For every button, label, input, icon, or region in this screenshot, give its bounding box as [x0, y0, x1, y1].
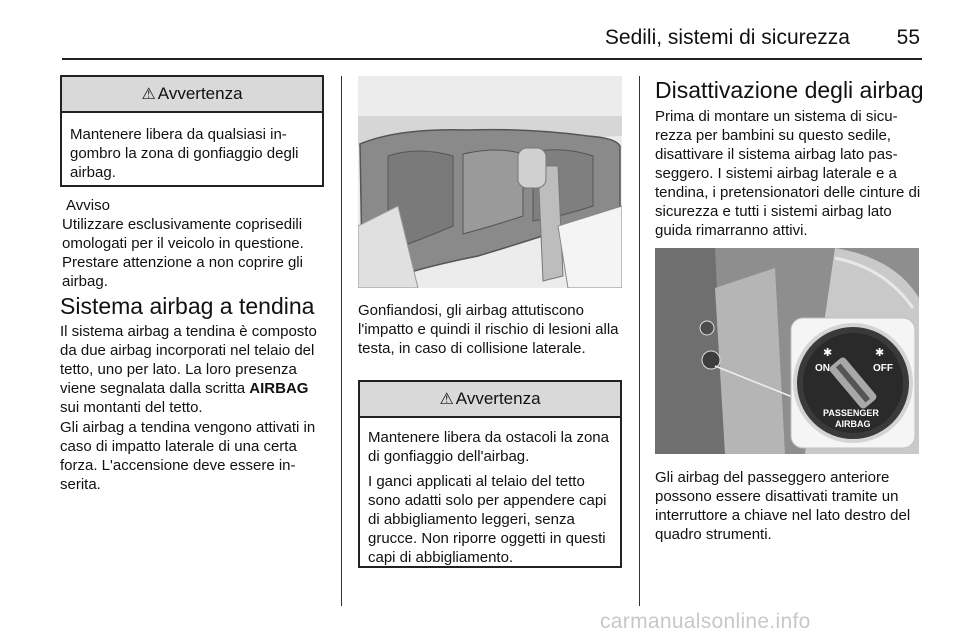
switch-on-label: ON	[815, 363, 830, 374]
warning-header-2	[360, 382, 620, 418]
switch-label-airbag: AIRBAG	[835, 419, 871, 429]
warning-box-1	[60, 75, 324, 187]
warning-box-2	[358, 380, 622, 568]
note-block	[62, 196, 326, 291]
note-text: Utilizzare esclusivamente coprisedili omologati per il veicolo in questione. Prestare attenzione a non coprire gli airbag.	[62, 216, 304, 290]
switch-caption: Gli airbag del passeggero anteriore possono essere disattivati tramite un interruttore a chiave nel lato destro del quadro strumenti.	[655, 469, 911, 543]
page-header	[62, 10, 922, 60]
section-heading-deactivation: Disattivazione degli airbag	[655, 77, 924, 103]
warning-2-paragraph-2: I ganci applicati al telaio del tetto sono adatti solo per appendere capi di abbigliamento leggeri, senza grucce. Non riporre oggetti in questi capi di abbigliamento.	[368, 473, 607, 566]
page-number: 55	[896, 26, 920, 49]
section-heading-curtain: Sistema airbag a tendina	[60, 293, 315, 319]
switch-label-passenger: PASSENGER	[823, 408, 879, 418]
airbag-label: AIRBAG	[249, 380, 309, 397]
warning-header	[62, 77, 322, 113]
curtain-paragraph-1	[60, 322, 326, 417]
warning-triangle-icon: ⚠	[439, 391, 454, 408]
warning-2-text	[360, 418, 620, 579]
header-title: Sedili, sistemi di sicurezza	[604, 26, 850, 49]
warning-text: Mantenere libera da qualsiasi ingombro la zona di gonfiaggio degli airbag.	[70, 126, 299, 181]
warning-triangle-icon: ⚠	[141, 86, 156, 103]
curtain-caption: Gonfiandosi, gli airbag attutiscono l'impatto e quindi il rischio di lesioni alla testa, in caso di collisione laterale.	[358, 302, 619, 357]
curtain-p1-end: sui montanti del tetto.	[60, 399, 203, 416]
warning-label: Avvertenza	[157, 84, 243, 103]
note-title: Avviso	[66, 197, 110, 214]
on-airbag-icon: ✱	[823, 347, 833, 359]
curtain-airbag-svg	[358, 76, 622, 288]
deactivation-paragraph: Prima di montare un sistema di sicurezza per bambini su questo sedile, disattivare il sistema airbag lato passeggero. I sistemi airbag laterale e a tendina, i pretensionatori delle cinture di sicurezza e tutti i sistemi airbag lato guida rimarranno attivi.	[655, 108, 921, 239]
airbag-switch-illustration	[655, 248, 919, 454]
warning-label-2: Avvertenza	[455, 389, 541, 408]
switch-off-label: OFF	[873, 363, 893, 374]
column-divider-2	[639, 76, 640, 606]
curtain-airbag-illustration	[358, 76, 622, 288]
off-airbag-icon: ✱	[875, 347, 885, 359]
curtain-paragraph-2: Gli airbag a tendina vengono attivati in caso di impatto laterale di una certa forza. L'accensione deve essere inserita.	[60, 419, 316, 493]
warning-2-paragraph-1: Mantenere libera da ostacoli la zona di gonfiaggio dell'airbag.	[368, 429, 609, 465]
curtain-p1-text: Il sistema airbag a tendina è composto da due airbag incorporati nel telaio del tetto, uno per lato. La loro presenza viene segnalata dalla scritta	[60, 323, 317, 397]
column-divider-1	[341, 76, 342, 606]
watermark: carmanualsonline.info	[600, 610, 811, 633]
